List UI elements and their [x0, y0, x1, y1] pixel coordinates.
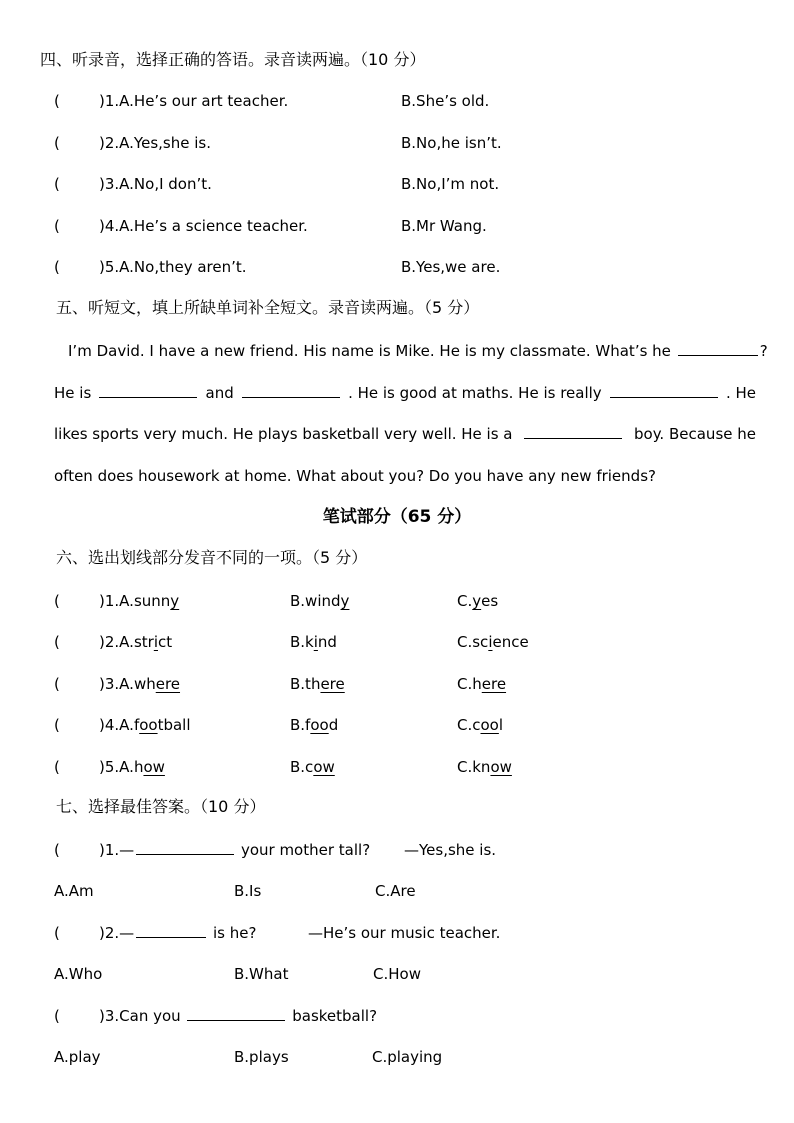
- passage-line-2: [54, 383, 756, 403]
- fill-blank[interactable]: [678, 341, 758, 356]
- question-text: )2.— is he?: [99, 924, 257, 942]
- answer-paren[interactable]: (: [54, 716, 60, 734]
- option-b: B.Mr Wang.: [401, 217, 487, 235]
- option-a: )1.A.sunny: [99, 592, 180, 610]
- option-a: )3.A.No,I don’t.: [99, 175, 212, 193]
- answer-paren[interactable]: (: [54, 134, 60, 152]
- option-b: B.cow: [290, 758, 335, 776]
- option-b: B.windy: [290, 592, 350, 610]
- section-7-heading: 七、选择最佳答案。（10 分）: [56, 797, 266, 816]
- option-a: )2.A.Yes,she is.: [99, 134, 211, 152]
- option-b: B.Is: [234, 882, 262, 900]
- option-a: )5.A.how: [99, 758, 165, 776]
- option-b: B.No,I’m not.: [401, 175, 500, 193]
- question-text: )3.Can you basketball?: [99, 1007, 378, 1025]
- answer-paren[interactable]: (: [54, 841, 60, 859]
- section-5-heading: 五、听短文，填上所缺单词补全短文。录音读两遍。（5 分）: [56, 298, 480, 317]
- option-b: B.plays: [234, 1048, 289, 1066]
- fill-blank[interactable]: [610, 383, 718, 398]
- passage-line-1: [68, 341, 768, 361]
- option-b: B.kind: [290, 633, 337, 651]
- passage-text: . He: [725, 384, 756, 402]
- option-b: B.Yes,we are.: [401, 258, 501, 276]
- section-4-heading: 四、听录音，选择正确的答语。录音读两遍。（10 分）: [40, 50, 426, 69]
- answer-paren[interactable]: (: [54, 217, 60, 235]
- fill-blank[interactable]: [136, 923, 206, 938]
- fill-blank[interactable]: [524, 424, 622, 439]
- option-b: B.there: [290, 675, 345, 693]
- option-a: )3.A.where: [99, 675, 181, 693]
- option-a: )5.A.No,they aren’t.: [99, 258, 247, 276]
- option-a: )1.A.He’s our art teacher.: [99, 92, 289, 110]
- passage-line-3: [54, 424, 756, 444]
- passage-text: boy. Because he: [634, 425, 756, 443]
- question-answer: —Yes,she is.: [404, 841, 497, 859]
- answer-paren[interactable]: (: [54, 592, 60, 610]
- passage-line-4: often does housework at home. What about you? Do you have any new friends?: [54, 467, 656, 485]
- option-b: B.No,he isn’t.: [401, 134, 502, 152]
- fill-blank[interactable]: [136, 840, 234, 855]
- option-c: C.science: [457, 633, 529, 651]
- option-a: A.Who: [54, 965, 103, 983]
- option-c: C.playing: [372, 1048, 443, 1066]
- answer-paren[interactable]: (: [54, 175, 60, 193]
- option-a: )4.A.He’s a science teacher.: [99, 217, 308, 235]
- section-6-heading: 六、选出划线部分发音不同的一项。（5 分）: [56, 548, 368, 567]
- option-c: C.know: [457, 758, 512, 776]
- question-text: )1.— your mother tall?: [99, 841, 371, 859]
- option-c: C.yes: [457, 592, 499, 610]
- option-c: C.How: [373, 965, 421, 983]
- answer-paren[interactable]: (: [54, 1007, 60, 1025]
- fill-blank[interactable]: [99, 383, 197, 398]
- option-a: A.Am: [54, 882, 94, 900]
- answer-paren[interactable]: (: [54, 758, 60, 776]
- option-a: )4.A.football: [99, 716, 191, 734]
- question-answer: —He’s our music teacher.: [308, 924, 501, 942]
- passage-text: . He is good at maths. He is really: [348, 384, 602, 402]
- answer-paren[interactable]: (: [54, 924, 60, 942]
- passage-text: and: [205, 384, 234, 402]
- fill-blank[interactable]: [187, 1006, 285, 1021]
- option-b: B.What: [234, 965, 289, 983]
- passage-text: I’m David. I have a new friend. His name is Mike. He is my classmate. What’s he: [68, 342, 671, 360]
- written-section-title: 笔试部分（65 分）: [322, 507, 472, 527]
- option-a: )2.A.strict: [99, 633, 173, 651]
- answer-paren[interactable]: (: [54, 633, 60, 651]
- option-c: C.cool: [457, 716, 504, 734]
- option-a: A.play: [54, 1048, 101, 1066]
- option-c: C.here: [457, 675, 507, 693]
- passage-text: ?: [759, 342, 768, 360]
- fill-blank[interactable]: [242, 383, 340, 398]
- option-b: B.food: [290, 716, 339, 734]
- option-c: C.Are: [375, 882, 416, 900]
- answer-paren[interactable]: (: [54, 258, 60, 276]
- passage-text: He is: [54, 384, 92, 402]
- answer-paren[interactable]: (: [54, 92, 60, 110]
- option-b: B.She’s old.: [401, 92, 490, 110]
- passage-text: likes sports very much. He plays basketball very well. He is a: [54, 425, 513, 443]
- answer-paren[interactable]: (: [54, 675, 60, 693]
